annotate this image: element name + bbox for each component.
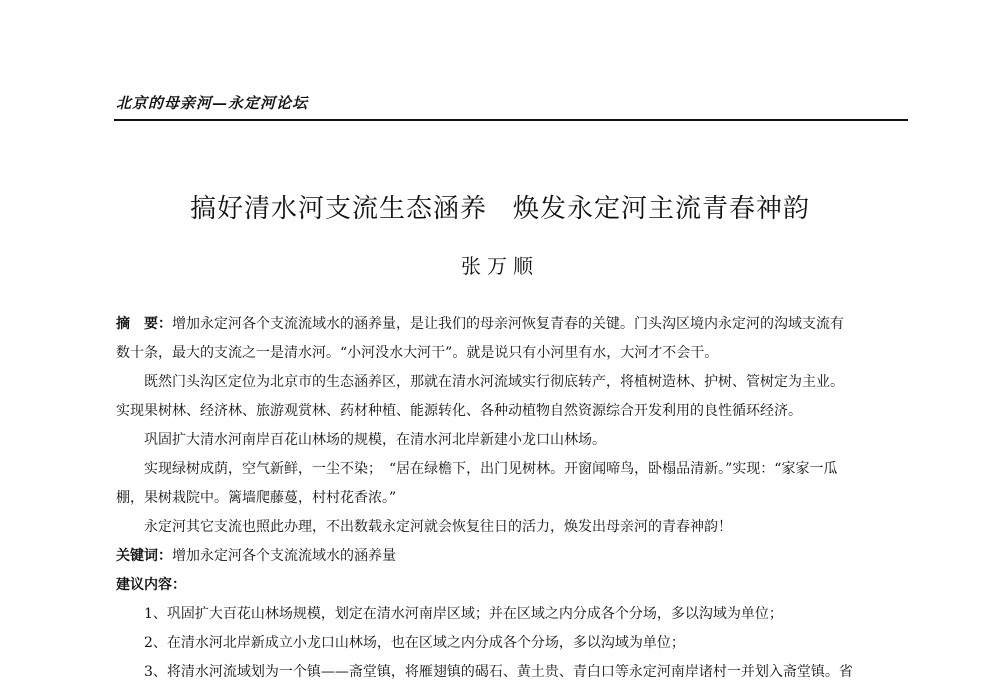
proposal-item-3: 3、将清水河流域划为一个镇——斋堂镇，将雁翅镇的碣石、黄土贵、青白口等永定河南岸诸村一并划入斋堂镇。省 xyxy=(144,664,853,680)
paragraph-5: 永定河其它支流也照此办理，不出数载永定河就会恢复往日的活力，焕发出母亲河的青春神韵！ xyxy=(144,519,732,535)
abstract-line-1 xyxy=(116,310,911,339)
author-name: 张万顺 xyxy=(461,254,539,278)
paragraph-2-line-1: 既然门头沟区定位为北京市的生态涵养区，那就在清水河流域实行彻底转产，将植树造林、护树、管树定为主业。 xyxy=(144,374,844,390)
article-body xyxy=(116,310,911,687)
running-header: 北京的母亲河—永定河论坛 xyxy=(116,94,309,112)
paragraph-4-line-2: 棚，果树栽院中。篱墙爬藤蔓，村村花香浓。” xyxy=(116,490,397,506)
abstract-line-2: 数十条，最大的支流之一是清水河。“小河没水大河干”。就是说只有小河里有水，大河才不会干。 xyxy=(116,345,719,361)
title-part-2: 焕发永定河主流青春神韵 xyxy=(513,194,811,224)
paragraph-2-line-2: 实现果树林、经济林、旅游观赏林、药材种植、能源转化、各种动植物自然资源综合开发利用的良性循环经济。 xyxy=(116,403,802,419)
abstract-text-1: 增加永定河各个支流流域水的涵养量，是让我们的母亲河恢复青春的关键。门头沟区境内永定河的沟域支流有 xyxy=(172,316,844,332)
keywords-text: 增加永定河各个支流流域水的涵养量 xyxy=(172,548,396,564)
paragraph-4-line-1: 实现绿树成荫，空气新鲜，一尘不染； “居在绿檐下，出门见树林。开窗闻啼鸟，卧榻品清新。”实现：“家家一瓜 xyxy=(144,461,838,477)
header-rule xyxy=(114,119,908,121)
paragraph-3: 巩固扩大清水河南岸百花山林场的规模，在清水河北岸新建小龙口山林场。 xyxy=(144,432,606,448)
article-title xyxy=(0,188,1000,225)
proposals-label: 建议内容： xyxy=(116,577,186,593)
abstract-label: 摘 要： xyxy=(116,316,172,332)
proposal-item-2: 2、在清水河北岸新成立小龙口山林场，也在区域之内分成各个分场，多以沟域为单位； xyxy=(144,635,685,651)
keywords-line xyxy=(116,542,911,571)
proposal-item-1: 1、巩固扩大百花山林场规模，划定在清水河南岸区域；并在区域之内分成各个分场，多以沟域为单位； xyxy=(144,606,783,622)
title-part-1: 搞好清水河支流生态涵养 xyxy=(189,194,487,224)
keywords-label: 关键词： xyxy=(116,548,172,564)
